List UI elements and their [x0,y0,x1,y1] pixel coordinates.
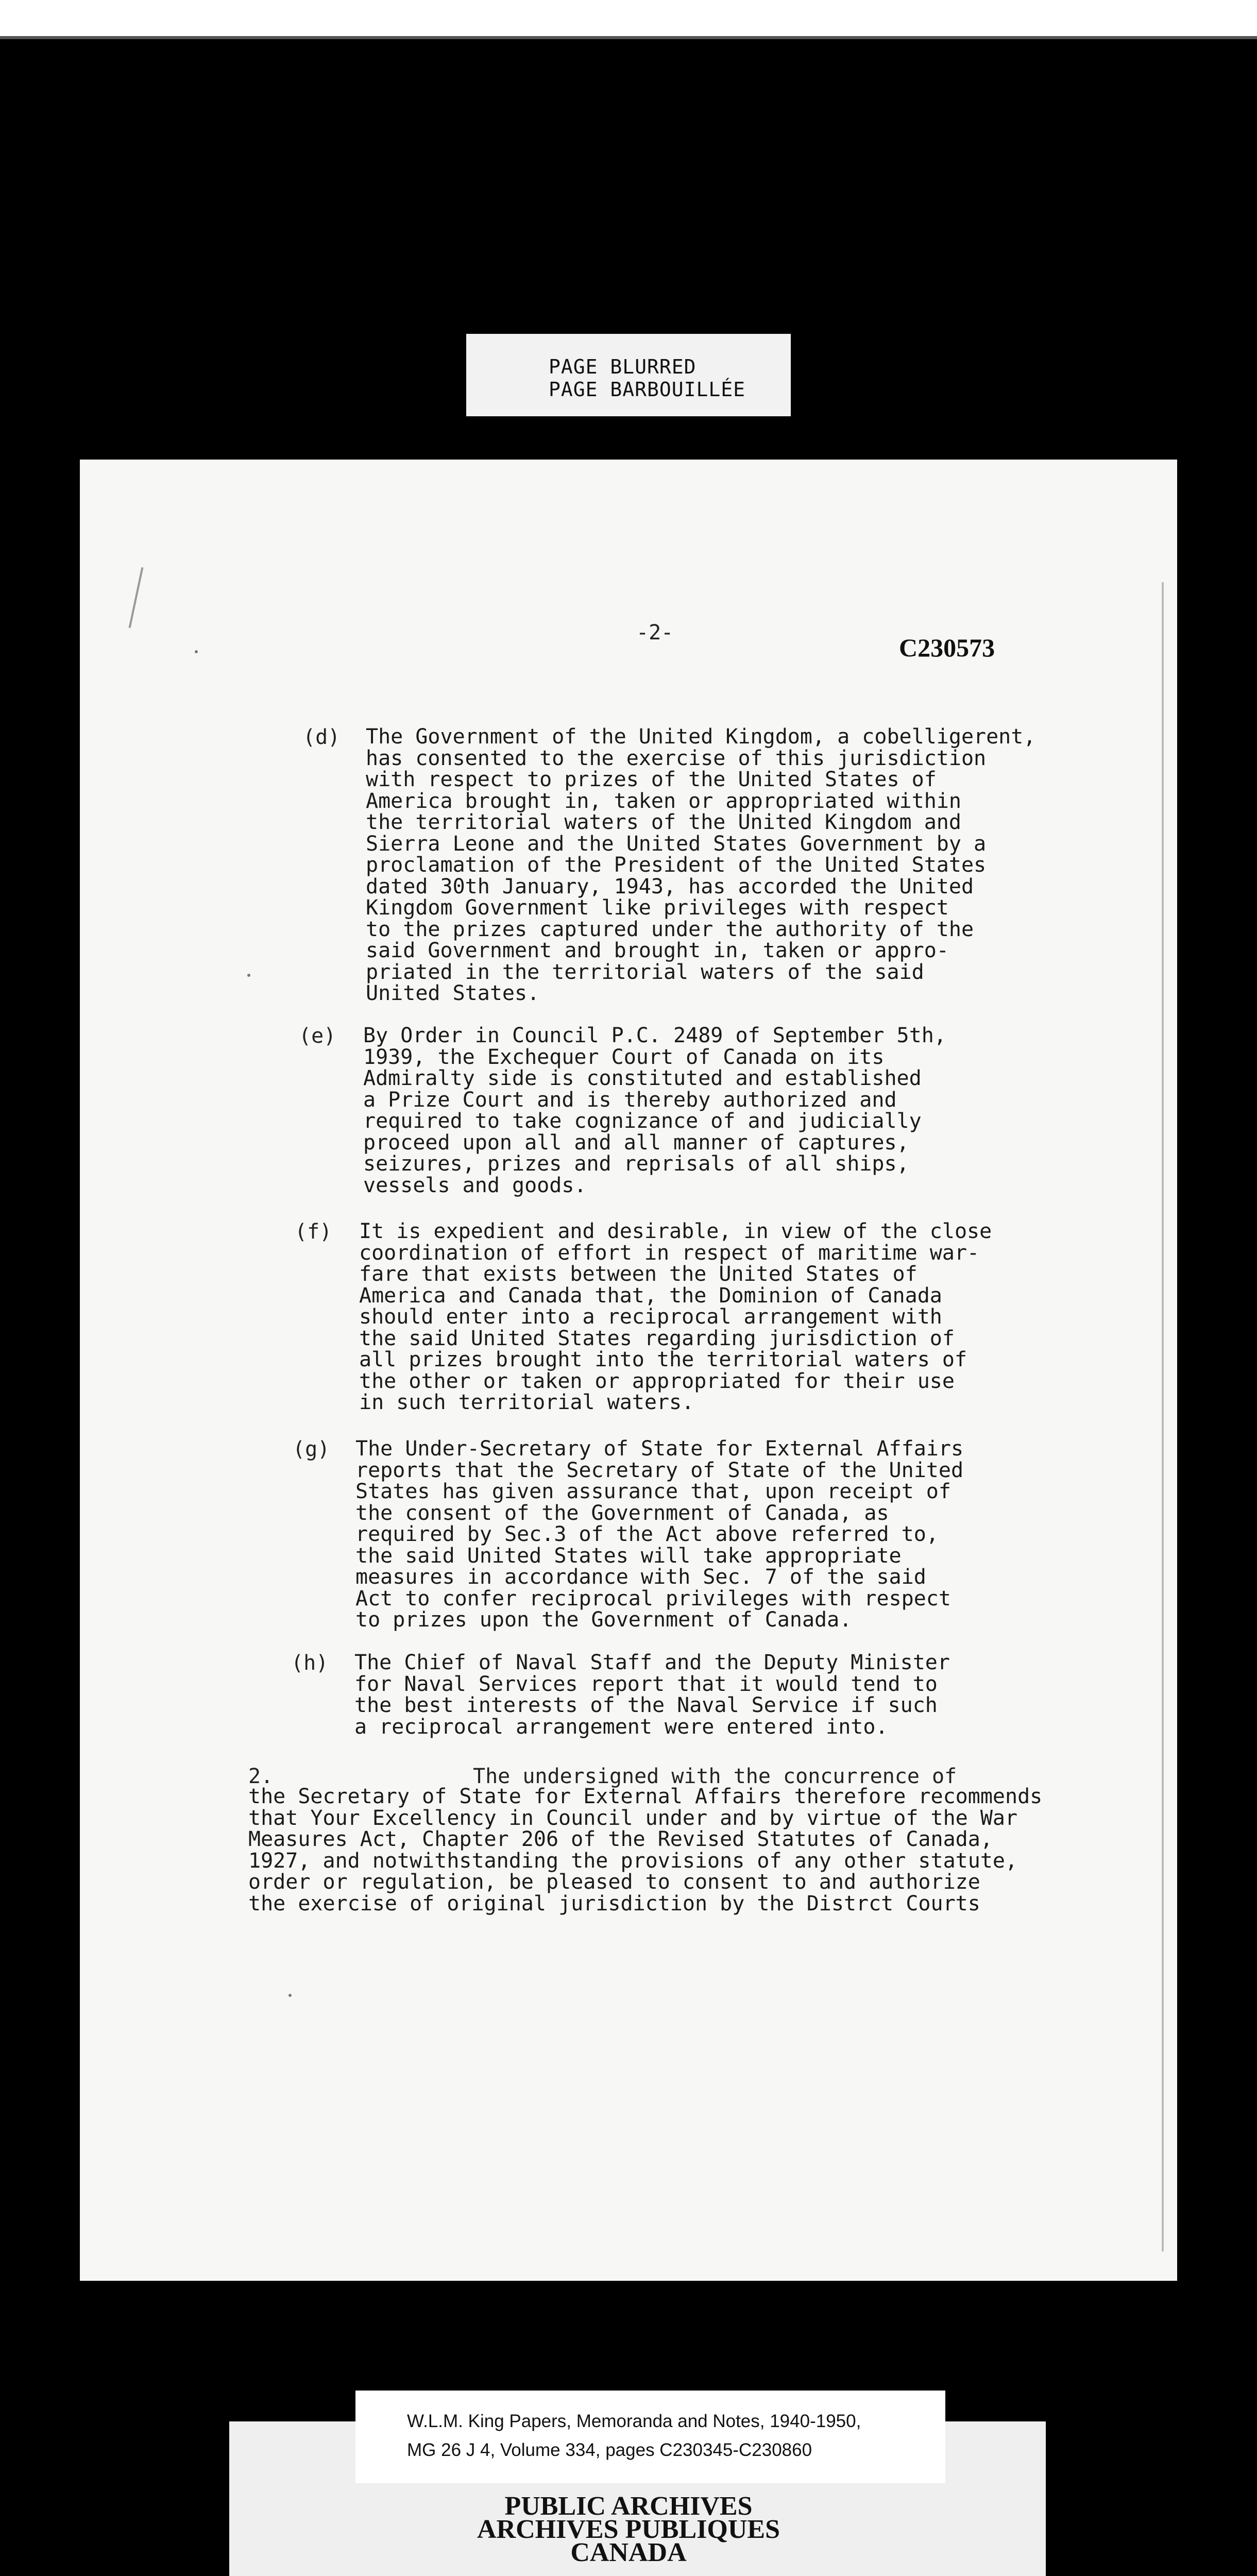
paragraph-f-letter: (f) [295,1220,332,1244]
text-line: United States. [366,981,540,1005]
paragraph-g-letter: (g) [293,1437,330,1461]
text-line: States has given assurance that, upon receipt of [355,1480,951,1503]
citation-line1: W.L.M. King Papers, Memoranda and Notes, 1940-1950, [407,2411,861,2431]
text-line: America brought in, taken or appropriated within [366,789,961,813]
text-line: in such territorial waters. [359,1391,694,1414]
text-line: a reciprocal arrangement were entered into. [354,1715,888,1739]
text-line: required to take cognizance of and judicially [363,1109,922,1133]
text-line: The Government of the United Kingdom, a cobelligerent, [366,725,1036,749]
text-line: reports that the Secretary of State of the United [355,1458,964,1482]
archives-line1: PUBLIC ARCHIVES [504,2492,753,2521]
document-id: C230573 [899,633,995,662]
paragraph-h-text [354,1652,950,1738]
text-line: priated in the territorial waters of the said [366,960,924,984]
text-line: the territorial waters of the United Kingdom and [366,810,961,834]
text-line: a Prize Court and is thereby authorized and [363,1088,897,1112]
text-line: the said United States regarding jurisdiction of [359,1326,955,1350]
film-top-strip [0,0,1257,39]
text-line: to prizes upon the Government of Canada. [355,1608,852,1632]
page-number: -2- [636,621,674,645]
text-line: all prizes brought into the territorial waters of [359,1348,967,1371]
text-line: fare that exists between the United States of [359,1262,918,1286]
text-line: vessels and goods. [363,1173,587,1197]
text-line: the best interests of the Naval Service if such [354,1693,938,1717]
page-blurred-line2: PAGE BARBOUILLÉE [549,378,746,401]
text-line: 1939, the Exchequer Court of Canada on its [363,1045,885,1069]
text-line: the said United States will take appropriate [355,1544,902,1568]
text-line: seizures, prizes and reprisals of all ships, [363,1152,909,1176]
text-line: said Government and brought in, taken or appro- [366,939,949,962]
text-line: The Chief of Naval Staff and the Deputy Minister [354,1651,950,1674]
text-line: measures in accordance with Sec. 7 of the said [355,1565,926,1589]
text-line: that Your Excellency in Council under and by virtue of the War [248,1806,1018,1830]
text-line: Measures Act, Chapter 206 of the Revised Statutes of Canada, [248,1827,993,1851]
text-line: Kingdom Government like privileges with respect [366,896,949,920]
citation-card [355,2391,945,2483]
archives-line2: ARCHIVES PUBLIQUES [477,2515,780,2544]
text-line: for Naval Services report that it would tend to [354,1672,938,1696]
text-line: Act to confer reciprocal privileges with respect [355,1586,951,1611]
paragraph-d-text [366,726,1035,1005]
closing-first-line: The undersigned with the concurrence of [473,1765,957,1788]
text-line: coordination of effort in respect of maritime war- [359,1241,980,1265]
text-line: the Secretary of State for External Affairs therefore recommends [248,1785,1043,1808]
paragraph-d-letter: (d) [303,725,341,749]
citation-text [407,2407,861,2465]
citation-line2: MG 26 J 4, Volume 334, pages C230345-C230860 [407,2440,812,2460]
closing-paragraph-text [248,1786,1042,1914]
text-line: should enter into a reciprocal arrangement with [359,1305,942,1329]
text-line: the other or taken or appropriated for their use [359,1369,955,1393]
text-line: The Under-Secretary of State for External Affairs [355,1437,964,1461]
paragraph-f-text [359,1221,992,1414]
text-line: the consent of the Government of Canada, as [355,1501,889,1525]
text-line: It is expedient and desirable, in view of the close [359,1219,992,1243]
archives-line3: CANADA [570,2538,687,2567]
text-line: with respect to prizes of the United States of [366,768,937,791]
text-line: to the prizes captured under the authority of the [366,917,974,941]
paragraph-e-letter: (e) [299,1024,336,1048]
page-speck [288,1994,292,1997]
closing-paragraph-number: 2. [248,1765,274,1788]
paragraph-e-text [363,1025,946,1196]
page-speck [195,650,198,653]
paragraph-g-text [355,1438,963,1631]
page-speck [247,974,250,977]
text-line: Admiralty side is constituted and established [363,1066,922,1090]
text-line: Sierra Leone and the United States Government by a [366,832,987,856]
page-blurred-line1: PAGE BLURRED [549,355,697,378]
text-line: order or regulation, be pleased to consent to and authorize [248,1870,980,1894]
text-line: proclamation of the President of the United States [366,853,987,877]
paragraph-h-letter: (h) [291,1651,329,1675]
text-line: dated 30th January, 1943, has accorded the United [366,874,974,899]
text-line: By Order in Council P.C. 2489 of September 5th, [363,1024,946,1047]
text-line: the exercise of original jurisdiction by the Distrct Courts [248,1891,980,1916]
text-line: has consented to the exercise of this jurisdiction [366,746,987,770]
page-edge [1162,582,1164,2251]
text-line: 1927, and notwithstanding the provisions of any other statute, [248,1849,1018,1873]
text-line: required by Sec.3 of the Act above referred to, [355,1522,939,1546]
text-line: America and Canada that, the Dominion of Canada [359,1283,942,1308]
text-line: proceed upon all and all manner of captures, [363,1130,909,1155]
page-blurred-label [466,334,791,416]
